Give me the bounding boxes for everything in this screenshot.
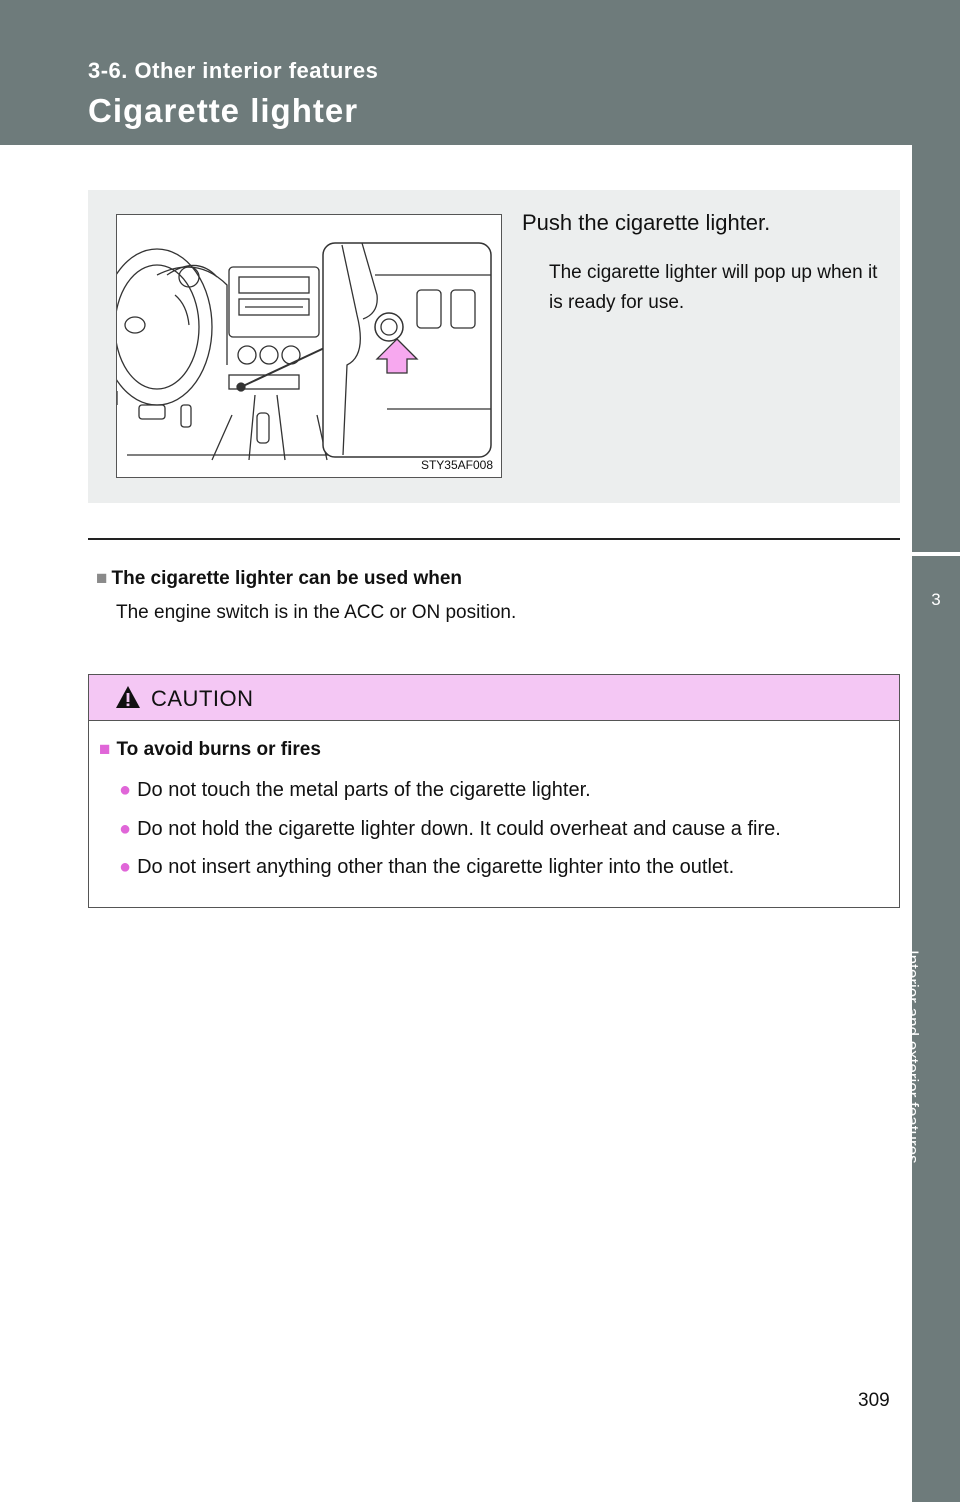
square-bullet-icon: ■ [99,739,111,760]
section-divider [88,538,900,540]
dot-bullet-icon: ● [119,856,132,878]
dot-bullet-icon: ● [119,779,132,801]
caution-item [119,779,591,802]
dashboard-illustration [116,214,502,478]
caution-subheading-text: To avoid burns or fires [116,739,321,760]
dot-bullet-icon: ● [119,818,132,840]
caution-item-text: Do not touch the metal parts of the cigarette lighter. [137,779,591,801]
caution-item [119,818,781,841]
caution-item [119,856,734,879]
note-heading [96,568,462,590]
caution-box [88,674,900,908]
note-heading-text: The cigarette lighter can be used when [111,568,463,589]
step-description: The cigarette lighter will pop up when it is ready for use. [549,262,878,313]
chapter-side-tab [912,0,960,1484]
page-title: Cigarette lighter [88,92,359,129]
step-title: Push the cigarette lighter. [522,210,771,235]
illustration-code: STY35AF008 [420,458,493,472]
caution-item-text: Do not insert anything other than the cigarette lighter into the outlet. [137,856,735,878]
warning-icon [115,684,141,710]
page-number: 309 [858,1390,890,1411]
dashboard-drawing [117,215,501,477]
chapter-label: Interior and exterior features [903,950,922,1164]
caution-item-text: Do not hold the cigarette lighter down. It could overheat and cause a fire. [137,818,781,840]
caution-title: CAUTION [151,686,254,711]
chapter-number: 3 [931,590,941,609]
section-label: 3-6. Other interior features [88,58,379,83]
square-bullet-icon: ■ [96,568,108,589]
caution-header [89,675,899,721]
caution-subheading [99,739,321,761]
note-text: The engine switch is in the ACC or ON position. [116,602,517,623]
